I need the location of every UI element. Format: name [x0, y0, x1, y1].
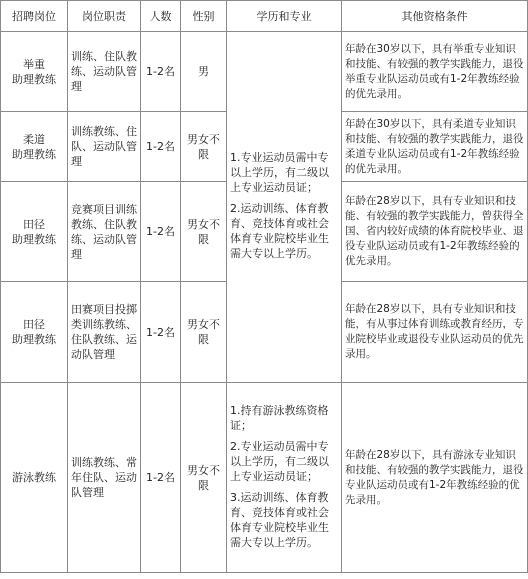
position-cell: [1, 112, 68, 182]
header-gender: 性别: [181, 1, 227, 32]
gender-cell: 男女不限: [181, 383, 227, 573]
gender-cell: 男: [181, 32, 227, 112]
table-row: [1, 32, 528, 112]
header-duty: 岗位职责: [68, 1, 141, 32]
position-name: 柔道: [23, 132, 45, 146]
count-cell: 1-2名: [141, 32, 181, 112]
duty-cell: 训练教练、常年住队、运动队管理: [68, 383, 141, 573]
table-row: [1, 383, 528, 573]
header-count: 人数: [141, 1, 181, 32]
education-item: 2.专业运动员需中专以上学历，有二级以上专业运动员证；: [230, 439, 329, 483]
education-cell-shared: [227, 32, 342, 383]
count-cell: 1-2名: [141, 383, 181, 573]
education-item: 2.运动训练、体育教育、竞技体育或社会体育专业院校毕业生需大专以上学历。: [230, 202, 329, 260]
header-other: 其他资格条件: [342, 1, 528, 32]
education-item: 1.持有游泳教练资格证；: [230, 403, 329, 432]
position-title: 助理教练: [12, 72, 56, 86]
gender-cell: 男女不限: [181, 112, 227, 182]
other-requirements-cell: 年龄在28岁以下，具有专业知识和技能，有从事过体育训练或教育经历，专业院校毕业或退役专业队运动员的优先录用。: [342, 282, 528, 383]
education-item: 3.运动训练、体育教育、竞技体育或社会体育专业院校毕业生需大专以上学历。: [230, 490, 329, 549]
duty-cell: 训练、住队教练、运动队管理: [68, 32, 141, 112]
other-requirements-cell: 年龄在28岁以下，具有专业知识和技能、有较强的教学实践能力，曾获得全国、省内较好成绩的体育院校毕业、退役专业队运动员或有1-2年教练经验的优先录用。: [342, 182, 528, 282]
position-title: 助理教练: [12, 333, 56, 346]
education-cell-swim: [227, 383, 342, 573]
position-title: 助理教练: [12, 232, 56, 246]
position-title: 助理教练: [12, 147, 56, 161]
position-name: 举重: [23, 57, 45, 71]
duty-cell: 竞赛项目训练教练、住队教练、运动队管理: [68, 182, 141, 282]
count-cell: 1-2名: [141, 282, 181, 383]
gender-cell: 男女不限: [181, 182, 227, 282]
other-requirements-cell: 年龄在28岁以下，具有游泳专业知识和技能、有较强的教学实践能力，退役专业队运动员或有1-2年教练经验的优先录用。: [342, 383, 528, 573]
other-requirements-cell: 年龄在30岁以下，具有柔道专业知识和技能、有较强的教学实践能力，退役柔道专业队运动员或有1-2年教练经验的优先录用。: [342, 112, 528, 182]
header-position: 招聘岗位: [1, 1, 68, 32]
count-cell: 1-2名: [141, 182, 181, 282]
position-name: 田径: [23, 217, 45, 231]
position-cell: [1, 182, 68, 282]
header-row: [1, 1, 528, 32]
position-cell: [1, 383, 68, 573]
position-cell: [1, 282, 68, 383]
count-cell: 1-2名: [141, 112, 181, 182]
duty-cell: 训练教练、住队、运动队管理: [68, 112, 141, 182]
position-name: 田径: [23, 318, 45, 331]
position-cell: [1, 32, 68, 112]
gender-cell: 男女不限: [181, 282, 227, 383]
position-name: 游泳教练: [12, 471, 56, 484]
other-requirements-cell: 年龄在30岁以下，具有举重专业知识和技能、有较强的教学实践能力，退役举重专业队运动员或有1-2年教练经验的优先录用。: [342, 32, 528, 112]
duty-cell: 田赛项目投掷类训练教练、住队教练、运动队管理: [68, 282, 141, 383]
header-education: 学历和专业: [227, 1, 342, 32]
education-item: 1.专业运动员需中专以上学历，有二级以上专业运动员证；: [230, 151, 329, 194]
